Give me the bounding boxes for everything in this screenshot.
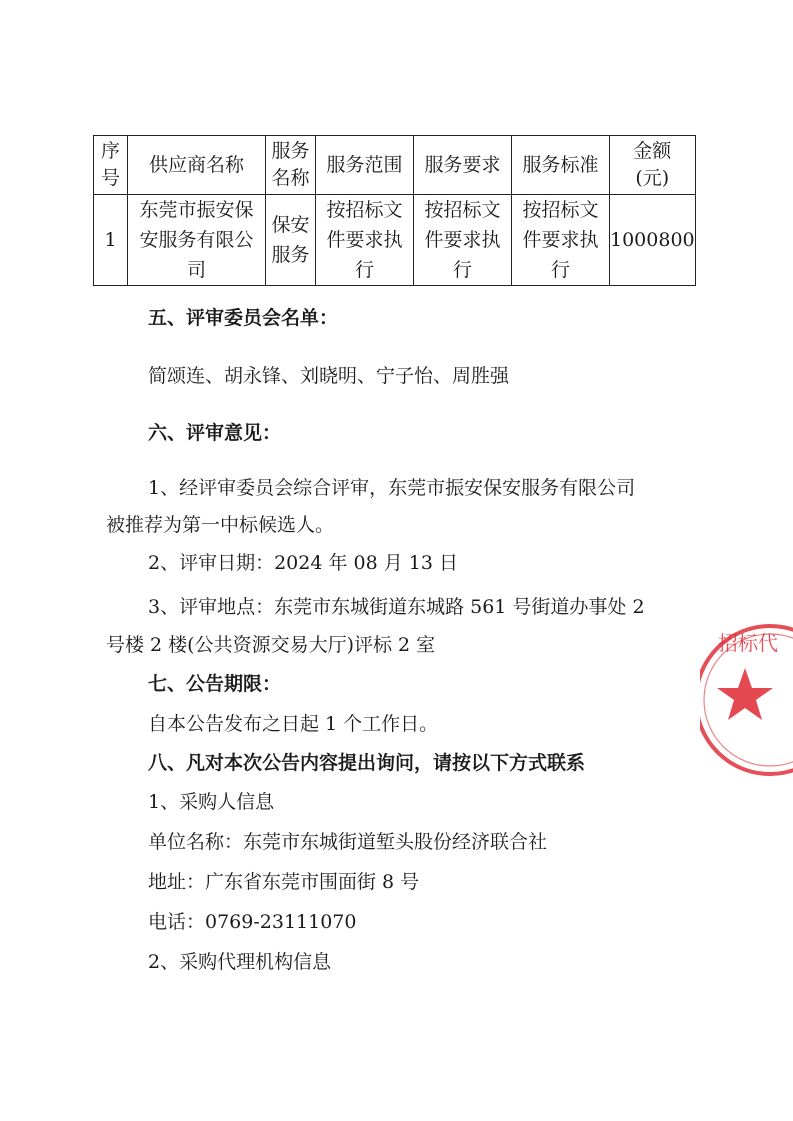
header-requirement: 服务要求 [414,136,512,195]
opinion-1-line-1: 1、经评审委员会综合评审，东莞市振安保安服务有限公司 [148,477,636,499]
cell-supplier: 东莞市振安保安服务有限公司 [128,195,266,286]
purchaser-info-heading: 1、采购人信息 [148,791,275,813]
purchaser-unit-name: 单位名称：东莞市东城街道堑头股份经济联合社 [148,831,548,853]
table-row [94,195,696,286]
cell-no: 1 [94,195,128,286]
opinion-1-line-2: 被推荐为第一中标候选人。 [106,514,335,536]
review-location-line-2: 号楼 2 楼(公共资源交易大厅)评标 2 室 [106,634,436,656]
section-6-title: 六、评审意见： [148,422,282,444]
notice-period-text: 自本公告发布之日起 1 个工作日。 [148,713,439,735]
purchaser-phone: 电话：0769-23111070 [148,911,357,933]
section-7-title: 七、公告期限： [148,673,282,695]
header-standard: 服务标准 [512,136,610,195]
official-seal-stamp [700,610,793,790]
cell-requirement: 按招标文件要求执行 [414,195,512,286]
cell-scope: 按招标文件要求执行 [316,195,414,286]
header-no: 序 号 [94,136,128,195]
header-service-name: 服务 名称 [266,136,316,195]
purchaser-address: 地址：广东省东莞市围面街 8 号 [148,871,420,893]
seal-text: 招标代 [718,631,778,655]
section-5-title: 五、评审委员会名单： [148,307,339,329]
review-location-line-1: 3、评审地点：东莞市东城街道东城路 561 号街道办事处 2 [148,596,645,618]
table-header-row [94,136,696,195]
agency-info-heading: 2、采购代理机构信息 [148,951,332,973]
header-amount: 金额 (元) [610,136,696,195]
seal-star-icon [717,668,773,720]
award-table [93,135,696,286]
committee-members: 简颂连、胡永锋、刘晓明、宁子怡、周胜强 [148,365,510,387]
cell-amount: 1000800 [610,195,696,286]
section-8-title: 八、凡对本次公告内容提出询问，请按以下方式联系 [148,752,586,774]
header-supplier: 供应商名称 [128,136,266,195]
cell-service-name: 保安服务 [266,195,316,286]
cell-standard: 按招标文件要求执行 [512,195,610,286]
header-scope: 服务范围 [316,136,414,195]
review-date: 2、评审日期：2024 年 08 月 13 日 [148,552,458,574]
